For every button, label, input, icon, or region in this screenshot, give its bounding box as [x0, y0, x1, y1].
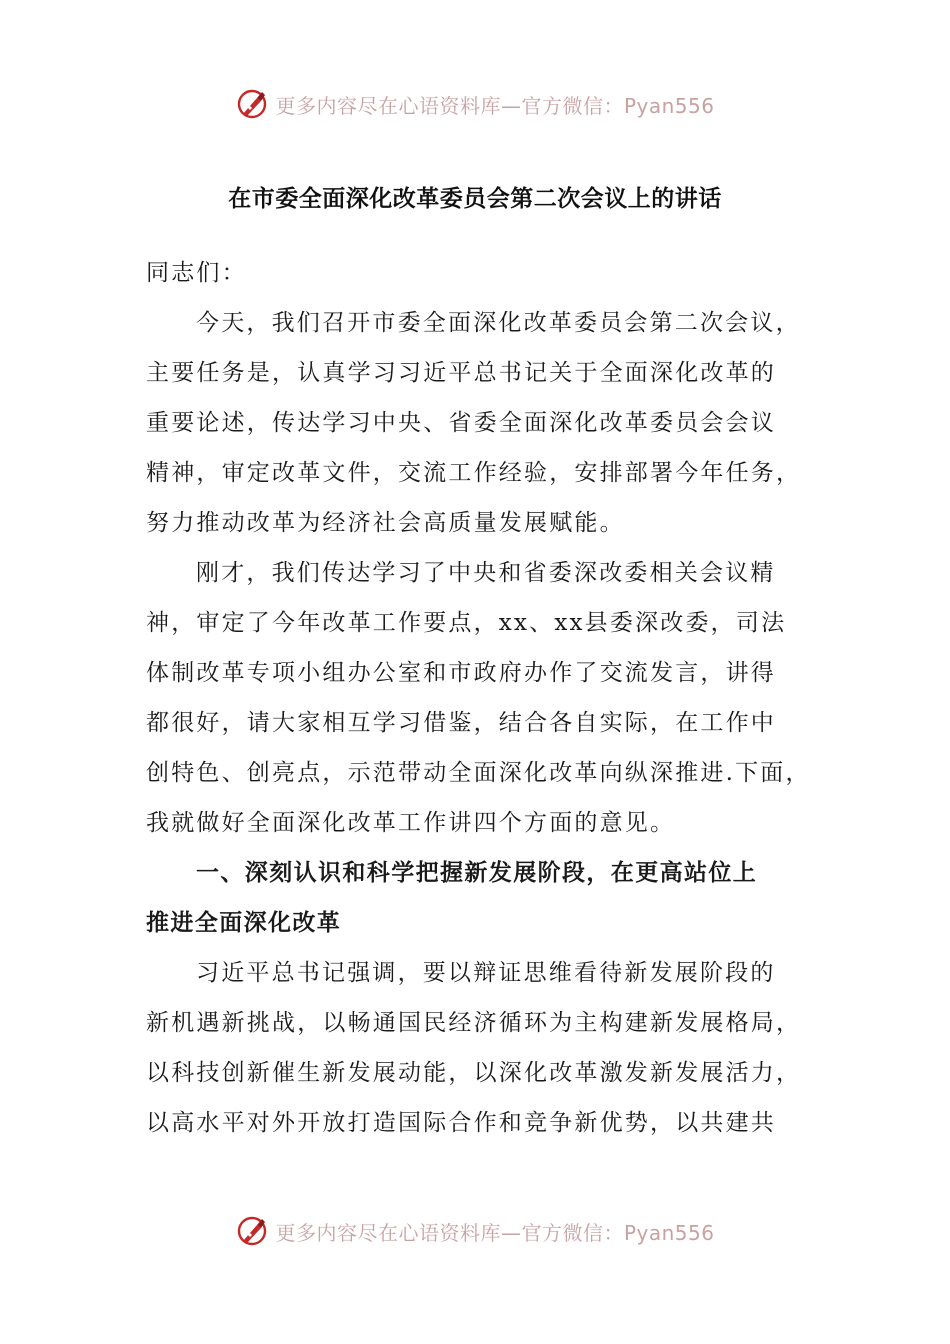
- paragraph-line: 重要论述，传达学习中央、省委全面深化改革委员会会议: [146, 410, 776, 436]
- paragraph-line: 我就做好全面深化改革工作讲四个方面的意见。: [146, 810, 676, 836]
- watermark-text: 更多内容尽在心语资料库—官方微信：Pyan556: [275, 93, 715, 118]
- paragraph-line: 刚才，我们传达学习了中央和省委深改委相关会议精: [196, 560, 776, 586]
- paragraph-line: 新机遇新挑战，以畅通国民经济循环为主构建新发展格局，: [146, 1010, 802, 1036]
- watermark-banner-top: [0, 84, 950, 124]
- paragraph-line: 都很好，请大家相互学习借鉴，结合各自实际，在工作中: [146, 710, 776, 736]
- watermark-banner-bottom: [0, 1211, 950, 1251]
- paragraph-line: 神，审定了今年改革工作要点，xx、xx县委深改委，司法: [146, 610, 787, 636]
- paragraph-line: 以高水平对外开放打造国际合作和竞争新优势，以共建共: [146, 1110, 776, 1136]
- pen-nib-logo-icon: [235, 1214, 269, 1248]
- paragraph-line: 努力推动改革为经济社会高质量发展赋能。: [146, 510, 625, 536]
- section-heading: 一、深刻认识和科学把握新发展阶段，在更高站位上: [196, 860, 758, 886]
- document-body: [146, 248, 810, 1148]
- salutation: 同志们：: [146, 260, 247, 286]
- paragraph-line: 精神，审定改革文件，交流工作经验，安排部署今年任务，: [146, 460, 802, 486]
- paragraph-line: 习近平总书记强调，要以辩证思维看待新发展阶段的: [196, 960, 776, 986]
- paragraph-line: 主要任务是，认真学习习近平总书记关于全面深化改革的: [146, 360, 776, 386]
- document-title: 在市委全面深化改革委员会第二次会议上的讲话: [228, 186, 722, 212]
- paragraph-line: 体制改革专项小组办公室和市政府办作了交流发言，讲得: [146, 660, 776, 686]
- pen-nib-logo-icon: [235, 87, 269, 121]
- paragraph-line: 创特色、创亮点，示范带动全面深化改革向纵深推进.下面，: [146, 760, 811, 786]
- paragraph-line: 今天，我们召开市委全面深化改革委员会第二次会议，: [196, 310, 801, 336]
- section-heading: 推进全面深化改革: [146, 910, 342, 936]
- paragraph-line: 以科技创新催生新发展动能，以深化改革激发新发展活力，: [146, 1060, 802, 1086]
- watermark-text: 更多内容尽在心语资料库—官方微信：Pyan556: [275, 1220, 715, 1245]
